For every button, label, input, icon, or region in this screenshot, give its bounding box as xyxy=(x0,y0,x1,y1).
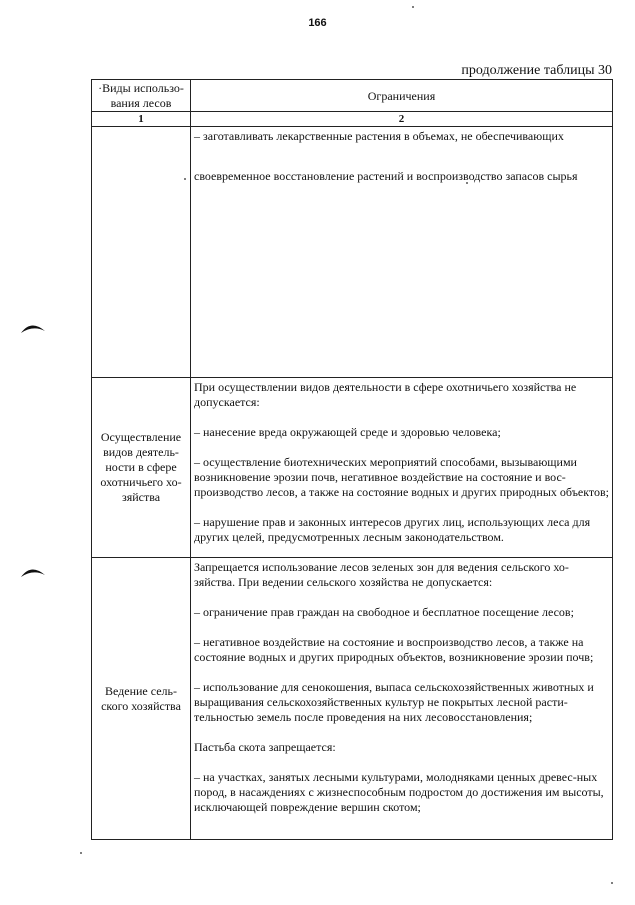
table-continuation-caption: продолжение таблицы 30 xyxy=(461,63,612,78)
page-number: 166 xyxy=(308,17,327,29)
scan-speck xyxy=(412,6,414,8)
row-restrictions xyxy=(191,127,613,378)
restriction-paragraph: – ограничение прав граждан на свободное и бесплатное посещение лесов; xyxy=(194,605,574,619)
restriction-paragraph: – заготавливать лекарственные растения в объемах, не обеспечивающих xyxy=(194,129,564,143)
row-restrictions xyxy=(191,558,613,840)
restriction-paragraph: своевременное восстановление растений и воспроизводство запасов сырья xyxy=(194,169,578,183)
restriction-paragraph: – на участках, занятых лесными культурами, молодняками ценных древес-ных пород, в насаждениях с жизнеспособным подростом до достижения им высоты, исключающей повреждение вершин скотом; xyxy=(194,770,604,814)
column-number-row xyxy=(92,112,613,127)
restriction-paragraph: – осуществление биотехнических мероприятий способами, вызывающими возникновение эрозии почв, негативное воздействие на состояние и вос-производство лесов, а также на состояние водных и других природных объектов; xyxy=(194,455,609,499)
table-row xyxy=(92,558,613,840)
restriction-paragraph: При осуществлении видов деятельности в сфере охотничьего хозяйства не допускается: xyxy=(194,380,577,409)
scan-speck xyxy=(80,852,82,854)
table-header-row xyxy=(92,80,613,112)
restrictions-table xyxy=(91,79,613,840)
scan-speck xyxy=(611,882,613,884)
row-category: Осуществление видов деятель-ности в сфере охотничьего хо-зяйства xyxy=(92,378,191,558)
row-restrictions xyxy=(191,378,613,558)
restriction-paragraph: Запрещается использование лесов зеленых зон для ведения сельского хо-зяйства. При ведении сельского хозяйства не допускается: xyxy=(194,560,569,589)
restriction-paragraph: Пастьба скота запрещается: xyxy=(194,740,336,754)
restriction-paragraph: – нарушение прав и законных интересов других лиц, использующих леса для других целей, предусмотренных лесным законодательством. xyxy=(194,515,591,544)
restriction-paragraph: – нанесение вреда окружающей среде и здоровью человека; xyxy=(194,425,501,439)
header-forest-use-types: ·Виды использо-вания лесов xyxy=(92,80,191,112)
column-number-2: 2 xyxy=(191,112,613,127)
restriction-paragraph: – использование для сенокошения, выпаса сельскохозяйственных животных и выращивания сельскохозяйственных культур не покрытых лесной расти-тельностью земель после проведения на них лесовосстановления; xyxy=(194,680,594,724)
column-number-1: 1 xyxy=(92,112,191,127)
table-row xyxy=(92,127,613,378)
header-restrictions: Ограничения xyxy=(191,80,613,112)
table-row xyxy=(92,378,613,558)
row-category xyxy=(92,127,191,378)
binder-hole-mark xyxy=(19,321,47,335)
restriction-paragraph: – негативное воздействие на состояние и воспроизводство лесов, а также на состояние водных и других природных объектов, возникновение эрозии почв; xyxy=(194,635,594,664)
row-category: Ведение сель-ского хозяйства xyxy=(92,558,191,840)
binder-hole-mark xyxy=(19,565,47,579)
